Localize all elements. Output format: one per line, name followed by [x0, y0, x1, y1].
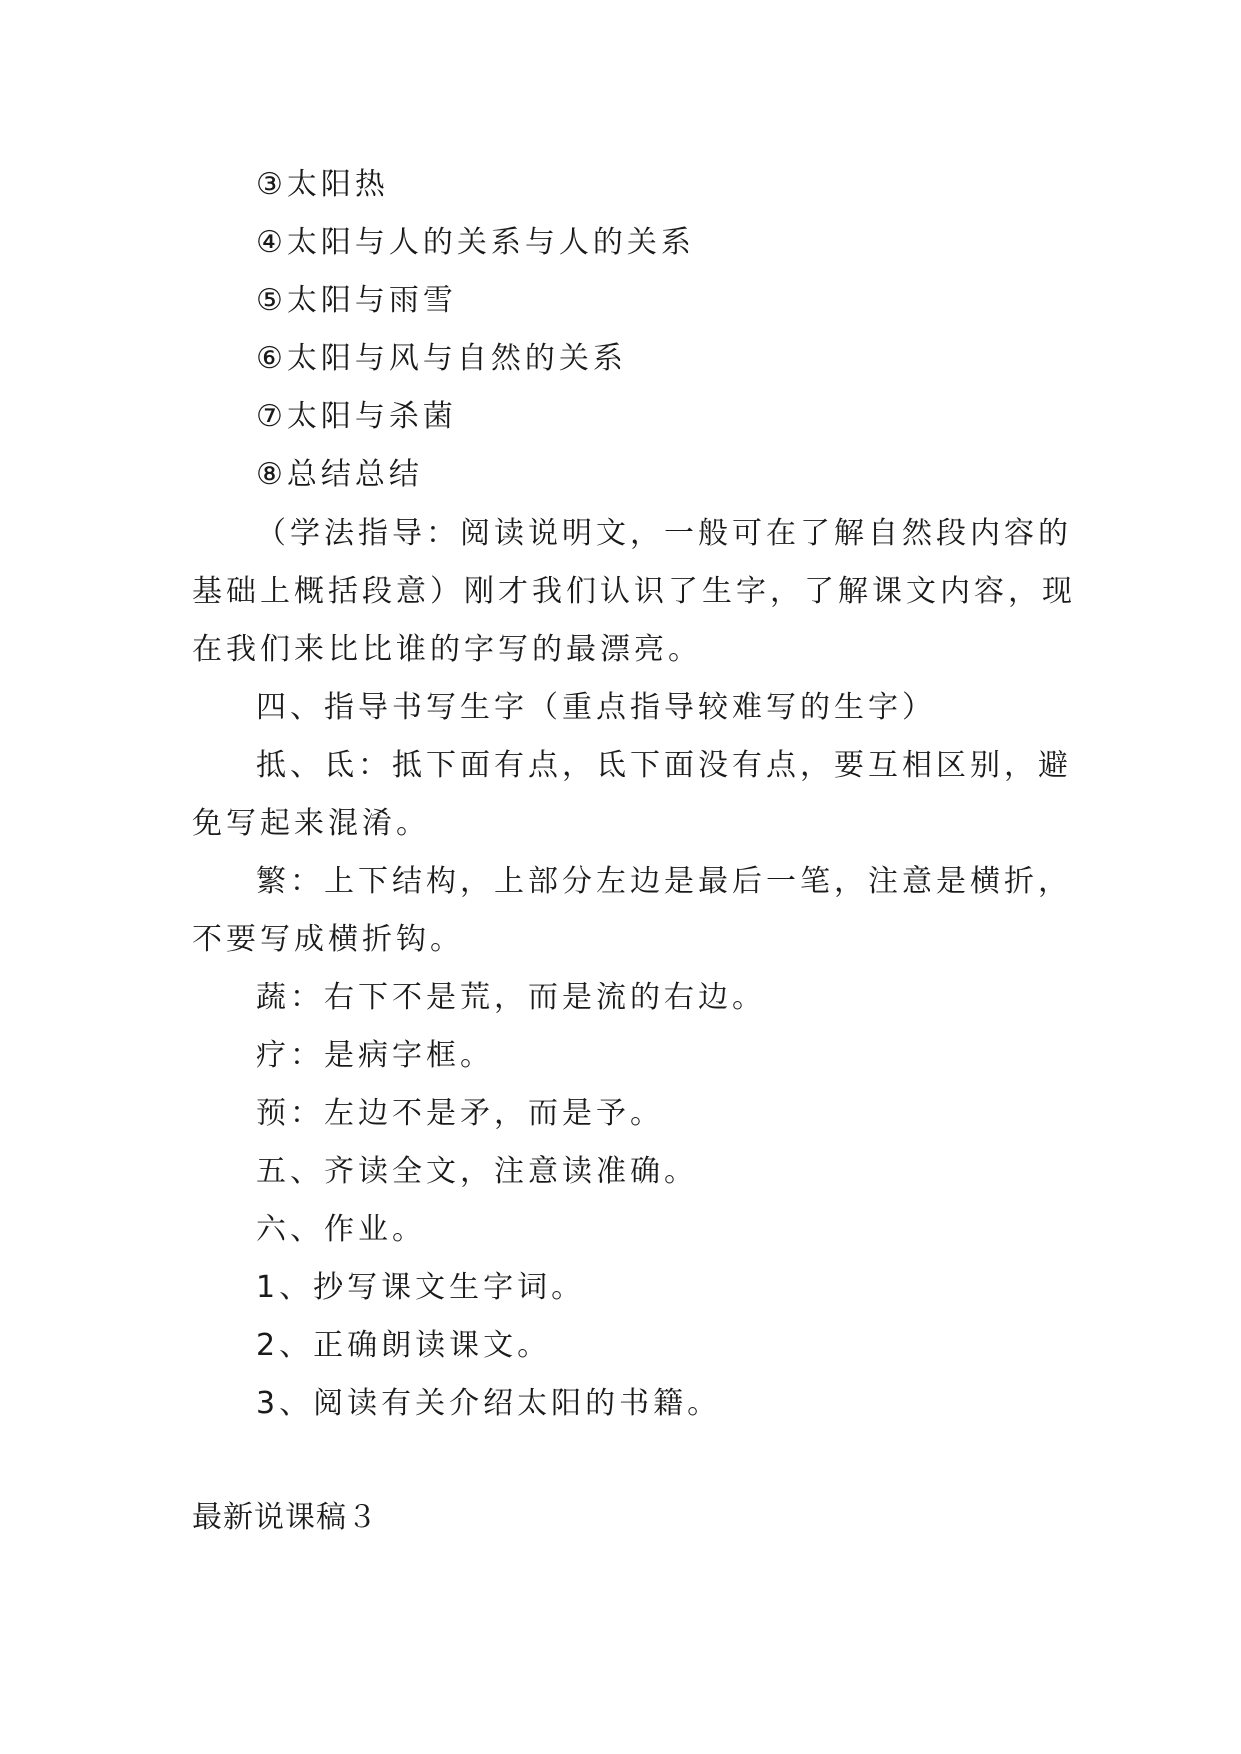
paragraph-line: 基础上概括段意）刚才我们认识了生字，了解课文内容，现 [192, 574, 1076, 609]
section-heading: 六、作业。 [256, 1212, 426, 1247]
list-item-7: ⑦太阳与杀菌 [256, 399, 457, 434]
paragraph-line: 在我们来比比谁的字写的最漂亮。 [192, 632, 702, 667]
paragraph-line: 不要写成横折钩。 [192, 922, 464, 957]
list-item-6: ⑥太阳与风与自然的关系 [256, 341, 627, 376]
paragraph-line: 预：左边不是矛，而是予。 [256, 1096, 664, 1131]
homework-item: 3、阅读有关介绍太阳的书籍。 [256, 1386, 722, 1421]
list-item-4: ④太阳与人的关系与人的关系 [256, 225, 695, 260]
paragraph-line: （学法指导：阅读说明文，一般可在了解自然段内容的 [256, 516, 1072, 551]
list-item-3: ③太阳热 [256, 167, 389, 202]
next-section-title: 最新说课稿３ [192, 1500, 378, 1535]
paragraph-line: 抵、氐：抵下面有点，氐下面没有点，要互相区别，避 [256, 748, 1072, 783]
list-item-5: ⑤太阳与雨雪 [256, 283, 457, 318]
paragraph-line: 蔬：右下不是荒，而是流的右边。 [256, 980, 766, 1015]
section-heading: 四、指导书写生字（重点指导较难写的生字） [256, 690, 936, 725]
homework-item: 2、正确朗读课文。 [256, 1328, 552, 1363]
section-heading: 五、齐读全文，注意读准确。 [256, 1154, 698, 1189]
homework-item: 1、抄写课文生字词。 [256, 1270, 586, 1305]
paragraph-line: 疗：是病字框。 [256, 1038, 494, 1073]
list-item-8: ⑧总结总结 [256, 457, 423, 492]
paragraph-line: 繁：上下结构，上部分左边是最后一笔，注意是横折， [256, 864, 1072, 899]
paragraph-line: 免写起来混淆。 [192, 806, 430, 841]
